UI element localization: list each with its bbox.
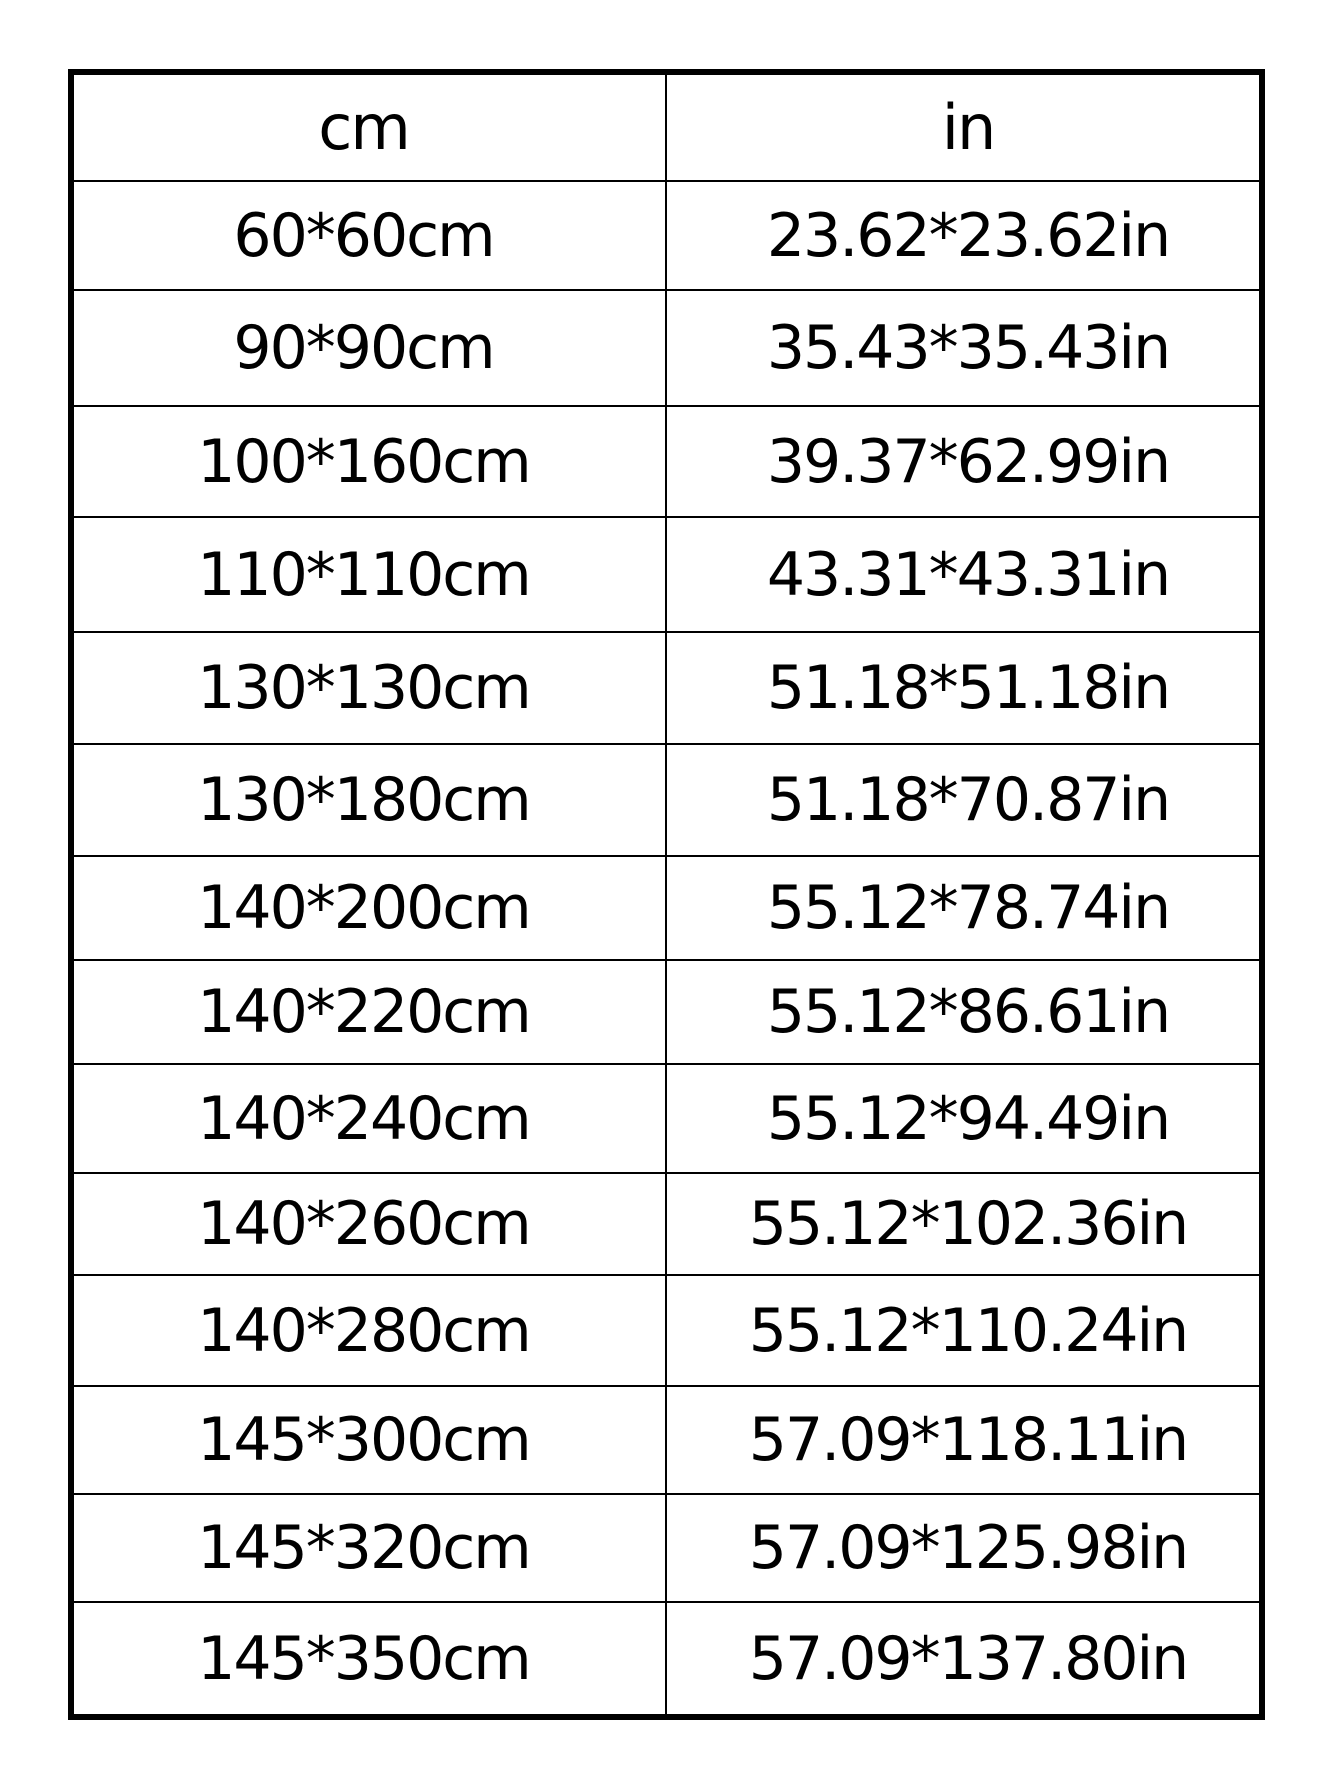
table-cell-in: 55.12*86.61in: [667, 961, 1259, 1065]
table-cell-in: 43.31*43.31in: [667, 518, 1259, 633]
table-cell-cm: 140*280cm: [74, 1276, 667, 1387]
table-cell-in: 23.62*23.62in: [667, 182, 1259, 291]
table-cell-cm: 140*200cm: [74, 857, 667, 961]
column-header-cm: cm: [74, 75, 667, 182]
table-cell-in: 35.43*35.43in: [667, 291, 1259, 407]
table-cell-cm: 130*130cm: [74, 633, 667, 745]
table-cell-cm: 60*60cm: [74, 182, 667, 291]
table-cell-in: 55.12*94.49in: [667, 1065, 1259, 1174]
table-cell-in: 51.18*70.87in: [667, 745, 1259, 857]
table-cell-cm: 90*90cm: [74, 291, 667, 407]
table-cell-in: 57.09*137.80in: [748, 1623, 1188, 1694]
table-cell-cm: 145*350cm: [74, 1603, 667, 1714]
table-cell-cm: 110*110cm: [74, 518, 667, 633]
table-cell-cm: 145*320cm: [74, 1495, 667, 1603]
table-cell-in: 55.12*78.74in: [667, 857, 1259, 961]
table-cell-in: 55.12*102.36in: [667, 1174, 1259, 1276]
table-cell-cm: 140*240cm: [74, 1065, 667, 1174]
table-cell-cm: 130*180cm: [74, 745, 667, 857]
table-cell-in: 39.37*62.99in: [667, 407, 1259, 518]
table-cell-in: 51.18*51.18in: [667, 633, 1259, 745]
table-cell-in: 55.12*110.24in: [667, 1276, 1259, 1387]
table-cell-cm: 140*220cm: [74, 961, 667, 1065]
table-cell-cm: 140*260cm: [74, 1174, 667, 1276]
column-header-in: in: [667, 75, 1259, 182]
table-cell-cm: 145*300cm: [74, 1387, 667, 1495]
size-conversion-table: [68, 69, 1265, 1720]
table-cell-in: 57.09*118.11in: [667, 1387, 1259, 1495]
table-cell-in: 57.09*125.98in: [667, 1495, 1259, 1603]
table-cell-cm: 100*160cm: [74, 407, 667, 518]
